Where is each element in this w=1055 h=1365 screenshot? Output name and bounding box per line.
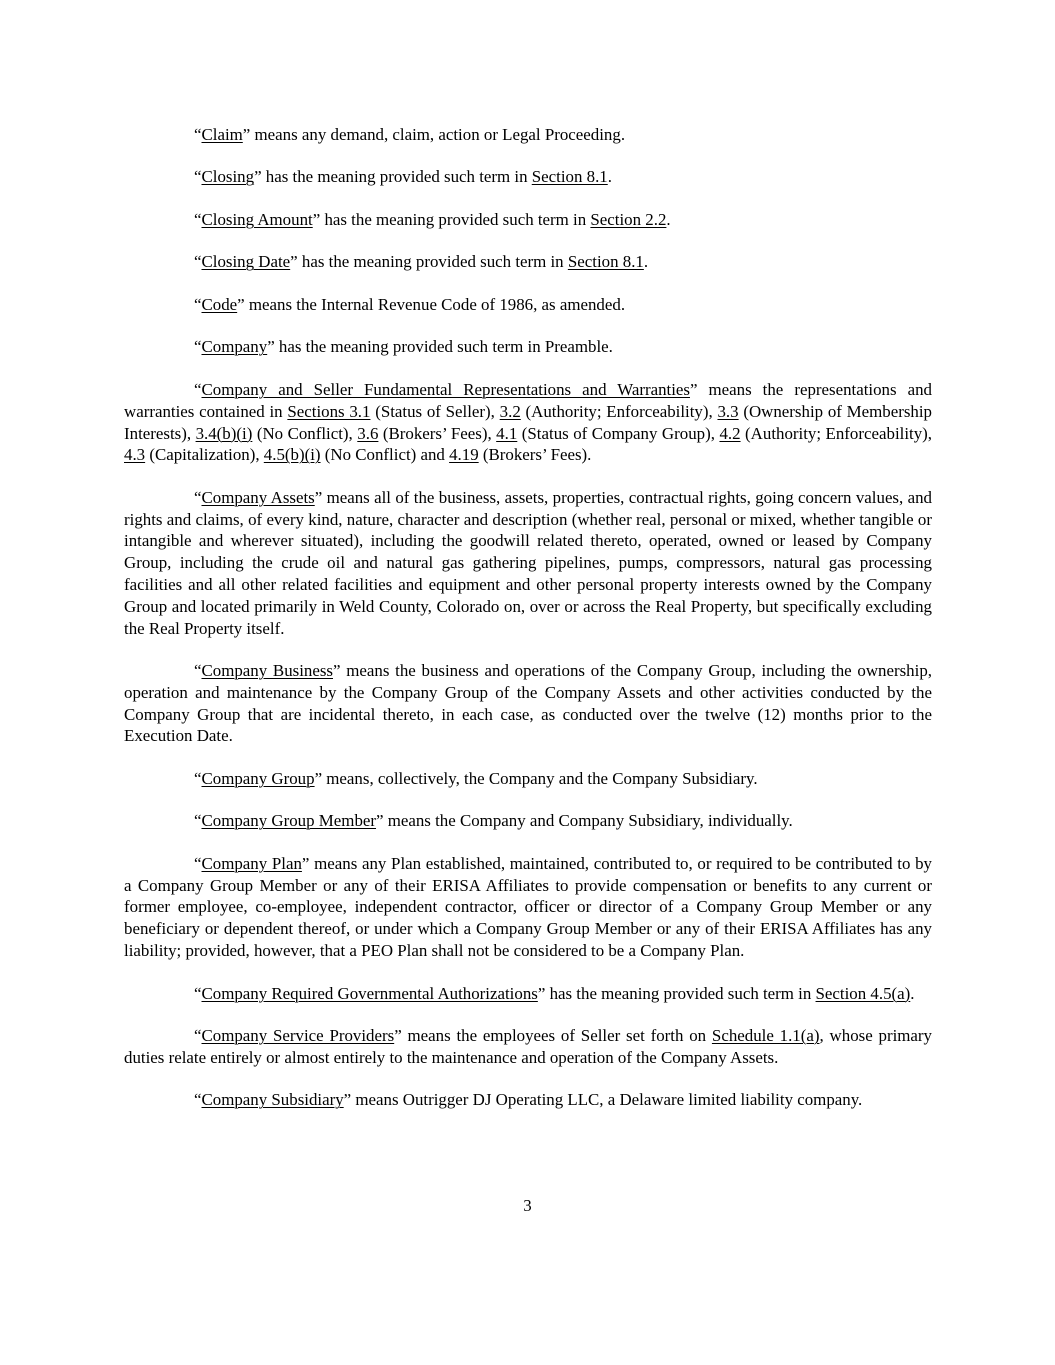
cross-reference: 4.2 <box>719 423 741 443</box>
definition-company-plan <box>124 853 932 962</box>
definition-company-group-member <box>124 810 932 832</box>
cross-reference: 4.3 <box>124 445 146 465</box>
defined-term: Company Required Governmental Authorizations <box>201 983 538 1003</box>
definitions-list <box>124 124 932 1132</box>
definition-text: (Status of Company Group), <box>517 423 720 443</box>
definition-text: . <box>607 167 612 187</box>
definition-text: “ <box>194 167 202 187</box>
cross-reference: 3.6 <box>357 423 379 443</box>
cross-reference: 3.3 <box>717 401 739 421</box>
defined-term: Company Plan <box>201 853 302 873</box>
definition-text: ” has the meaning provided such term in <box>537 983 816 1003</box>
definition-text: ” has the meaning provided such term in <box>312 209 591 229</box>
definition-text: ” means Outrigger DJ Operating LLC, a Delaware limited liability company. <box>343 1090 863 1110</box>
cross-reference: Sections 3.1 <box>287 401 371 421</box>
cross-reference: Section 8.1 <box>531 167 608 187</box>
definition-text: “ <box>194 294 202 314</box>
definition-text: . <box>666 209 671 229</box>
cross-reference: 4.1 <box>496 423 518 443</box>
page-number: 3 <box>523 1196 532 1215</box>
definition-claim <box>124 124 932 146</box>
definition-text: “ <box>194 661 202 681</box>
definition-text: ” means any Plan established, maintained, contributed to, or required to be contributed to by a Company Group Member or any of their ERISA Affiliates to provide compensation or benefits to any current or former employee, co-employee, independent contractor, officer or director of a Company Group Member or any beneficiary or dependent thereof, or under which a Company Group Member or any of their ERISA Affiliates has any liability; provided, however, that a PEO Plan shall not be considered to be a Company Plan. <box>124 853 932 961</box>
defined-term: Company Group Member <box>201 811 377 831</box>
definition-text: (Capitalization), <box>145 445 264 465</box>
defined-term: Company <box>201 337 268 357</box>
definition-company-group <box>124 768 932 790</box>
defined-term: Code <box>201 294 238 314</box>
definition-text: ” means the representations and warranties contained in <box>124 379 932 421</box>
definition-closing <box>124 166 932 188</box>
definition-company-assets <box>124 487 932 640</box>
definition-company-subsidiary <box>124 1089 932 1111</box>
definition-text: . <box>910 983 915 1003</box>
definition-company-seller-fundamental-reps <box>124 379 932 466</box>
definition-text: ” means the Company and Company Subsidiary, individually. <box>376 811 793 831</box>
definition-text: “ <box>194 209 202 229</box>
definition-text: ” has the meaning provided such term in <box>290 252 568 272</box>
definition-text: “ <box>194 983 202 1003</box>
definition-text: (Brokers’ Fees), <box>378 423 497 443</box>
cross-reference: 3.2 <box>499 401 521 421</box>
definition-company-required-gov-auth <box>124 983 932 1005</box>
definition-text: “ <box>194 487 202 507</box>
definition-text: (No Conflict), <box>252 423 358 443</box>
cross-reference: 3.4(b)(i) <box>195 423 253 443</box>
definition-text: ” means the Internal Revenue Code of 1986, as amended. <box>237 294 626 314</box>
definition-text: “ <box>194 811 202 831</box>
defined-term: Company Group <box>201 768 315 788</box>
definition-company-business <box>124 660 932 747</box>
defined-term: Company Subsidiary <box>201 1090 344 1110</box>
definition-text: ” means the employees of Seller set forth on <box>394 1026 712 1046</box>
definition-text: ” means, collectively, the Company and the Company Subsidiary. <box>314 768 758 788</box>
defined-term: Company Business <box>201 661 333 681</box>
definition-closing-amount <box>124 209 932 231</box>
definition-text: (Ownership of Membership Interests), <box>124 401 933 443</box>
definition-text: (Authority; Enforceability), <box>740 423 933 443</box>
cross-reference: Schedule 1.1(a) <box>711 1026 820 1046</box>
definition-text: “ <box>194 1026 202 1046</box>
defined-term: Claim <box>201 125 243 144</box>
defined-term: Company Service Providers <box>201 1026 395 1046</box>
cross-reference: Section 2.2 <box>590 209 667 229</box>
definition-text: ” means any demand, claim, action or Legal Proceeding. <box>242 125 626 144</box>
defined-term: Closing Date <box>201 252 291 272</box>
definition-company <box>124 336 932 358</box>
definition-closing-date <box>124 251 932 273</box>
definition-text: “ <box>194 337 202 357</box>
definition-text: , whose primary duties relate entirely or almost entirely to the maintenance and operation of the Company Assets. <box>124 1026 932 1067</box>
cross-reference: Section 8.1 <box>567 252 644 272</box>
cross-reference: 4.5(b)(i) <box>263 445 321 465</box>
definition-text: (Brokers’ Fees). <box>478 445 592 465</box>
defined-term: Closing <box>201 167 255 187</box>
definition-text: (No Conflict) and <box>320 445 450 465</box>
definition-text: . <box>643 252 649 272</box>
definition-text: “ <box>194 1090 202 1110</box>
definition-text: ” has the meaning provided such term in <box>254 167 532 187</box>
definition-text: “ <box>194 252 202 272</box>
definition-text: “ <box>194 125 202 144</box>
definition-text: (Status of Seller), <box>370 401 500 421</box>
definition-text: “ <box>194 379 202 399</box>
cross-reference: Section 4.5(a) <box>815 983 911 1003</box>
defined-term: Closing Amount <box>201 209 313 229</box>
definition-text: “ <box>194 768 202 788</box>
defined-term: Company Assets <box>201 487 315 507</box>
definition-code <box>124 294 932 316</box>
defined-term: Company and Seller Fundamental Representations and Warranties <box>201 379 690 399</box>
cross-reference: 4.19 <box>449 445 479 465</box>
definition-text: ” has the meaning provided such term in Preamble. <box>267 337 613 357</box>
definition-company-service-providers <box>124 1025 932 1069</box>
definition-text: ” means the business and operations of the Company Group, including the ownership, operation and maintenance by the Company Group of the Company Assets and other activities conducted by the Company Group that are incidental thereto, in each case, as conducted over the twelve (12) months prior to the Execution Date. <box>124 661 932 746</box>
definition-text: “ <box>194 853 202 873</box>
definition-text: (Authority; Enforceability), <box>520 401 718 421</box>
definition-text: ” means all of the business, assets, properties, contractual rights, going concern values, and rights and claims, of every kind, nature, character and description (whether real, personal or mixed, whether tangible or intangible and wherever situated), including the goodwill related thereto, operated, owned or leased by Company Group, including the crude oil and natural gas gathering pipelines, pumps, compressors, natural gas processing facilities and all other related facilities and equipment and other personal property interests owned by the Company Group and located primarily in Weld County, Colorado on, over or across the Real Property, but specifically excluding the Real Property itself. <box>124 487 932 638</box>
